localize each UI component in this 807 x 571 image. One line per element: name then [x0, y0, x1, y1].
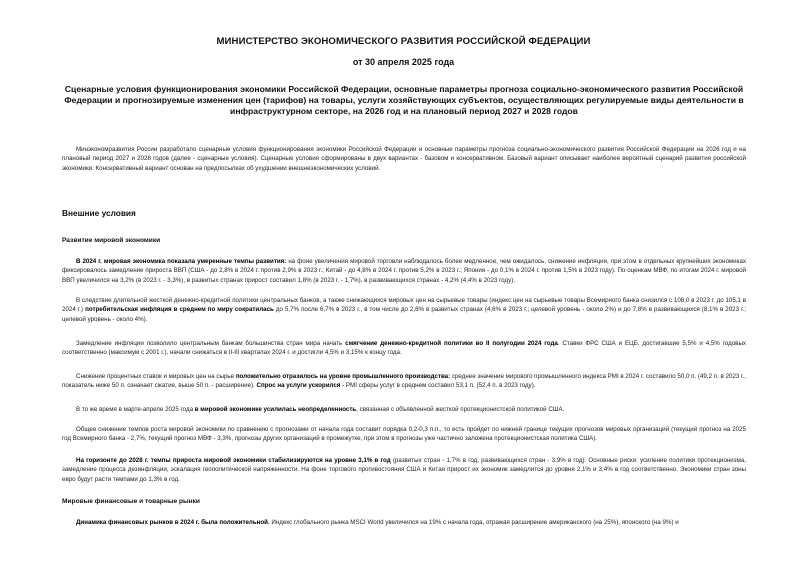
paragraph-2	[62, 296, 746, 324]
paragraph-4	[62, 372, 746, 391]
document-date: от 30 апреля 2025 года	[352, 57, 455, 67]
paragraph-8-bold: Динамика финансовых рынков в 2024 г. была положительной.	[76, 519, 270, 526]
paragraph-1	[62, 257, 746, 285]
subsection-heading: Развитие мировой экономики	[62, 237, 161, 244]
paragraph-7	[62, 456, 746, 484]
paragraph-4-mid: среднее значение мирового промышленного индекса PMI в 2024 г. составило 50,0 п. (49,2 п. в 2023 г., показатель ниже 50 п. означает сжатие, выше 50 п. - расширение).	[62, 373, 746, 390]
paragraph-5-post: , связанная с объявленной жесткой протекционистской политикой США.	[356, 406, 565, 413]
paragraph-3	[62, 339, 746, 358]
paragraph-4-bold2: Спрос на услуги ускорился	[256, 382, 341, 390]
paragraph-3-post: . Ставки ФРС США и ЕЦБ, достигавшие 5,5% и 4,5% годовых соответственно (максимум с 2001 г.), начали снижаться в II-III кварталах 2024 г. и достигли 4,5% и 3,15% к концу года.	[62, 340, 746, 357]
paragraph-5-pre: В то же время в марте-апреле 2025 года	[76, 406, 195, 413]
paragraph-5-bold: в мировой экономике усилилась неопределенность	[194, 406, 357, 413]
paragraph-6: Общее снижение темпов роста мировой экономики по сравнению с прогнозами от начала года составит порядка 0,2-0,3 п.п., то есть пройдет по нижней границе текущих прогнозов мировых организаций (текущий прогноз на 2025 год Всемирного банка - 2,7%, текущий прогноз МВФ - 3,3%, прогнозы других организаций в промежутке, при этом в прогнозы уже частично заложена протекционистская политика США).	[62, 426, 746, 443]
paragraph-5	[62, 405, 746, 414]
paragraph-8-post: Индекс глобального рынка MSCI World увеличился на 19% с начала года, отражая расширение американского (на 25%), японского (на 9%) и	[269, 519, 679, 526]
paragraph-4-bold: положительно отразилось на уровне промышленного производства:	[235, 373, 451, 380]
paragraph-4-pre: Снижение процентных ставок и мировых цен на сырье	[76, 373, 236, 380]
paragraph-7-post: (развитых стран - 1,7% в год, развивающихся стран - 3,9% в год). Основные риски: усиление политики протекционизма, замедление процесса дезинфляции, эскалация геополитической напряженности. На фоне торгового противостояния США и Китая прирост их экономик замедлится до уровня 2,1% и 3,4% в год соответственно. Экономики стран зоны евро будут расти темпами до 1,3% в год.	[62, 457, 747, 483]
paragraph-4-post: - PMI сферы услуг в среднем составил 53,1 п. (52,4 п. в 2023 году).	[340, 382, 536, 390]
subsection-heading-2: Мировые финансовые и товарные рынки	[62, 498, 200, 505]
paragraph-2-post: до 5,7% после 6,7% в 2023 г., в том числе до 2,6% в развитых странах (4,6% в 2023 г.; целевой уровень - около 2%) и до 7,8% в развивающихся (8,1% в 2023 г.; целевой уровень - около 4%).	[62, 306, 747, 323]
paragraph-2-pre: В следствие длительной жесткой денежно-кредитной политики центральных банков, а также снижающихся мировых цен на сырьевые товары (индекс цен на сырьевые товары Всемирного банка снизился с 108,0 в 2023 г. до 105,1 в 2024 г.)	[62, 297, 746, 314]
document-title: Сценарные условия функционирования экономики Российской Федерации, основные параметры прогноза социально-экономического развития Российской Федерации и прогнозируемые изменения цен (тарифов) на товары, услуги хозяйствующих субъектов, осуществляющих регулируемые виды деятельности в инфраструктурном секторе, на 2026 год и на плановый период 2027 и 2028 годов	[64, 84, 744, 116]
paragraph-3-pre: Замедление инфляции позволило центральным банкам большинства стран мира начать	[76, 340, 346, 347]
ministry-heading: МИНИСТЕРСТВО ЭКОНОМИЧЕСКОГО РАЗВИТИЯ РОССИЙСКОЙ ФЕДЕРАЦИИ	[216, 36, 591, 47]
section-heading: Внешние условия	[62, 208, 136, 218]
paragraph-7-bold: На горизонте до 2028 г. темпы прироста мировой экономики стабилизируются на уровне 3,1% в год	[76, 457, 391, 464]
paragraph-1-bold: В 2024 г. мировая экономика показала умеренные темпы развития:	[76, 258, 287, 265]
paragraph-2-bold: потребительская инфляция в среднем по миру сократилась	[85, 306, 274, 314]
paragraph-8	[62, 518, 746, 528]
paragraph-1-text: на фоне увеличения мировой торговли наблюдалось более медленное, чем ожидалось, снижение инфляции, при этом в отдельных крупнейших экономиках фиксировалось замедление прироста ВВП (США - до 2,8% в 2024 г. против 2,9% в 2023 г.; Китай - до 4,8% в 2024 г. против 5,2% в 2023 г.; Япония - до 0,1% в 2024 г. против 1,5% в 2023 году). По оценкам МВФ, по итогам 2024 г. мировой ВВП увеличился на 3,2% (в 2023 г. - 3,3%), в развитых странах прирост составил 1,8% (в 2023 г. - 1,7%), в развивающихся странах - 4,2% (4,4% в 2023 году).	[62, 258, 746, 284]
paragraph-3-bold: смягчение денежно-кредитной политики во II полугодии 2024 года	[345, 340, 558, 347]
intro-paragraph: Минэкономразвития России разработало сценарные условия функционирования экономики Российской Федерации и основные параметры прогноза социально-экономического развития Российской Федерации на 2026 год и на плановый период 2027 и 2028 годов (далее - сценарные условия). Сценарные условия сформированы в двух вариантах - базовом и консервативном. Базовый вариант описывает наиболее вероятный сценарий развития российской экономики. Консервативный вариант основан на предпосылках об ухудшении внешнеэкономических условий.	[62, 146, 746, 172]
